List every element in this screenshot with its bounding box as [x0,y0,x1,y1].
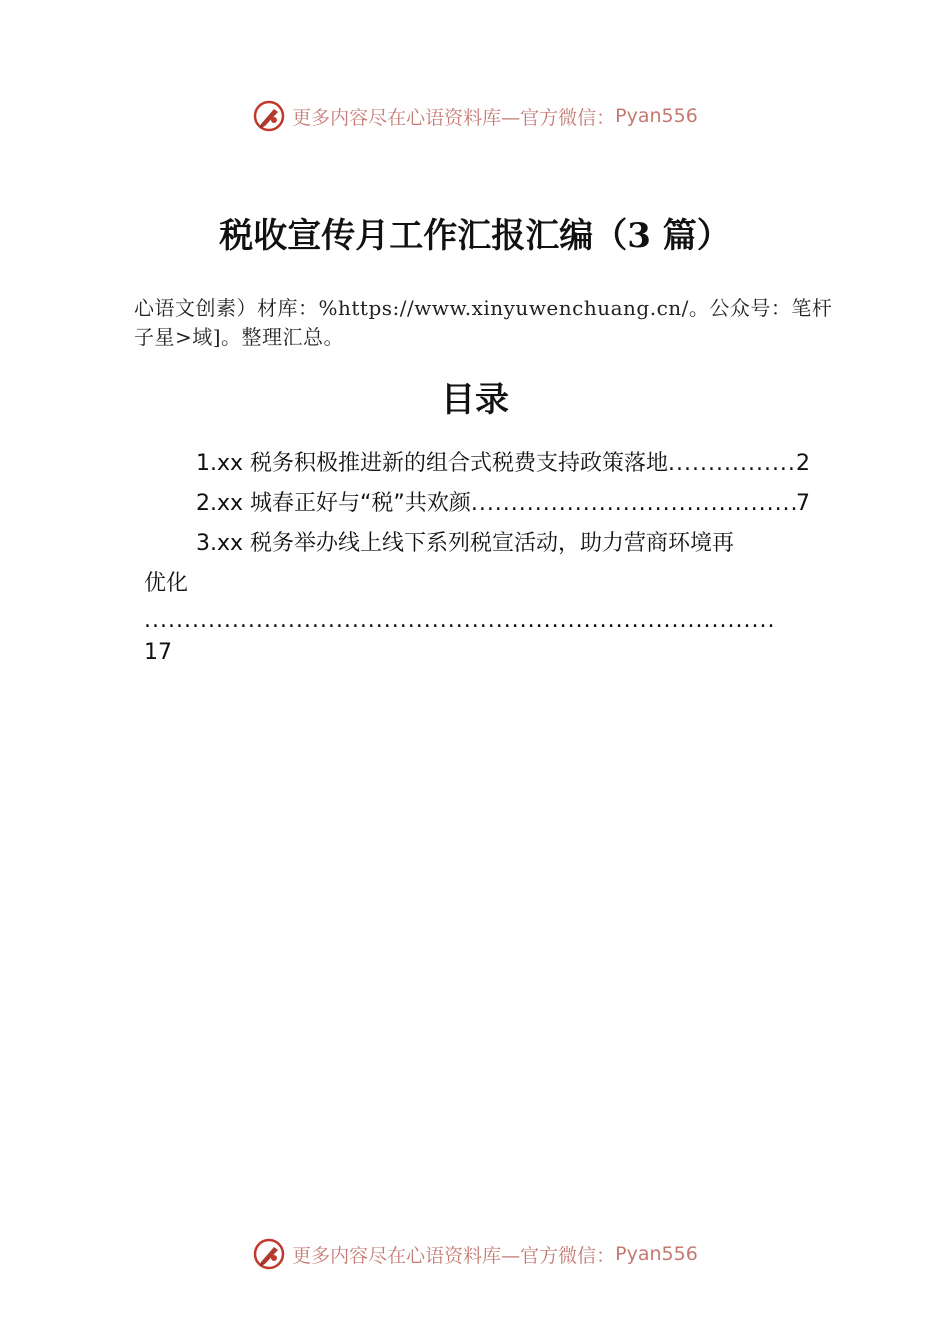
toc-entry-3[interactable] [144,524,810,668]
toc-entry-label-line2: 优化 [144,571,189,596]
footer-watermark [0,1234,950,1274]
toc-entry-2[interactable] [144,484,810,524]
table-of-contents [144,444,810,668]
toc-entry-label: 2.xx 城春正好与“税”共欢颜 [196,491,471,516]
toc-entry-page: 7 [796,491,810,516]
toc-entry-label-line1: 3.xx 税务举办线上线下系列税宣活动，助力营商环境再 [196,531,735,556]
toc-dot-leader [144,604,776,638]
toc-dot-leader [668,444,796,484]
document-title: 税收宣传月工作汇报汇编（3 篇） [219,216,731,256]
watermark-wechat-id: Pyan556 [615,105,698,127]
pen-seal-icon [252,1237,286,1271]
pen-seal-icon [252,99,286,133]
watermark-wechat-id: Pyan556 [615,1243,698,1265]
watermark-text: 更多内容尽在心语资料库—官方微信： [292,106,616,129]
watermark-text: 更多内容尽在心语资料库—官方微信： [292,1244,616,1267]
toc-heading: 目录 [441,380,509,420]
toc-entry-page: 2 [796,451,810,476]
toc-entry-page: 17 [144,640,172,665]
toc-dot-leader [471,484,796,524]
toc-entry-label: 1.xx 税务积极推进新的组合式税费支持政策落地 [196,451,669,476]
header-watermark [0,96,950,136]
source-note: 心语文创素）材库：%https://www.xinyuwenchuang.cn/。公众号：笔杆子星>域]。整理汇总。 [134,296,833,349]
toc-entry-1[interactable] [144,444,810,484]
